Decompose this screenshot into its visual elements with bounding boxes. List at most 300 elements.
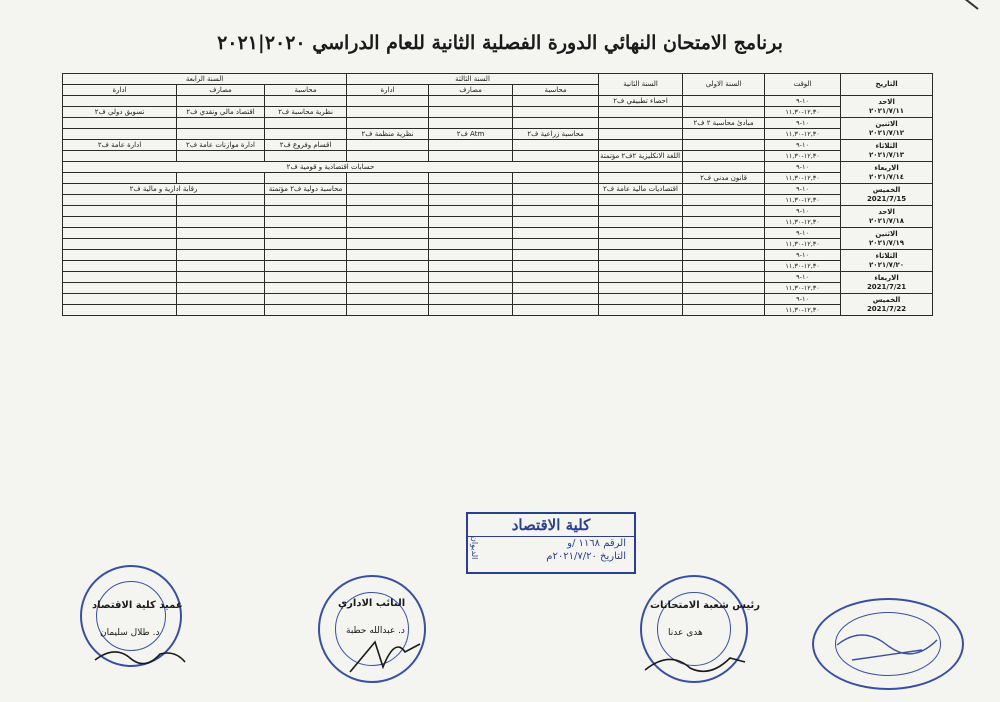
table-row — [63, 228, 933, 239]
cell — [429, 283, 513, 294]
header-year3-cell — [347, 74, 599, 85]
cell — [347, 129, 429, 140]
course-y3-management: نظرية منظمة ف٢ — [361, 129, 414, 138]
time-slot: ١٠-٩ — [796, 250, 809, 259]
cell — [513, 96, 599, 107]
cell — [63, 118, 177, 129]
time-cell — [765, 129, 841, 140]
cell — [429, 140, 513, 151]
cell — [265, 85, 347, 96]
date-cell — [841, 118, 933, 140]
cell — [347, 261, 429, 272]
cell — [63, 85, 177, 96]
table-row — [63, 195, 933, 206]
day-name: الاحد — [878, 207, 895, 216]
cell — [429, 239, 513, 250]
header-year2: السنة الثانية — [623, 80, 658, 88]
cell — [599, 283, 683, 294]
cell — [513, 118, 599, 129]
stamp-number-line — [468, 537, 634, 550]
table-row — [63, 129, 933, 140]
date-cell — [841, 294, 933, 316]
cell — [429, 107, 513, 118]
cell — [429, 195, 513, 206]
cell — [265, 118, 347, 129]
cell — [63, 283, 177, 294]
course-y4-banking: ادارة موازنات عامة ف٢ — [186, 140, 255, 149]
cell — [177, 228, 265, 239]
time-cell — [765, 294, 841, 305]
cell — [265, 305, 347, 316]
cell — [513, 195, 599, 206]
cell — [63, 294, 177, 305]
cell — [599, 118, 683, 129]
cell — [177, 96, 265, 107]
cell — [347, 239, 429, 250]
day-name: الاحد — [878, 97, 895, 106]
table-row — [63, 261, 933, 272]
exam-schedule-table — [62, 73, 933, 316]
cell — [513, 250, 599, 261]
table-row — [63, 162, 933, 173]
cell — [347, 195, 429, 206]
cell — [177, 206, 265, 217]
day-date: ٢٠٢١/٧/١٢ — [869, 128, 905, 137]
cell — [63, 140, 177, 151]
date-cell — [841, 162, 933, 184]
cell — [683, 239, 765, 250]
cell — [429, 118, 513, 129]
admin-title: النائب الاداري — [338, 598, 406, 609]
cell — [63, 195, 177, 206]
stamp-number-label: الرقم — [603, 538, 626, 549]
cell — [513, 294, 599, 305]
cell — [347, 96, 429, 107]
cell — [63, 272, 177, 283]
date-cell — [841, 184, 933, 206]
header-y3-banking: مصارف — [459, 85, 482, 94]
date-cell — [841, 140, 933, 162]
table-row — [63, 272, 933, 283]
cell — [265, 206, 347, 217]
cell — [177, 107, 265, 118]
course-year2: اللغة الانكليزية ٢ف٢ مؤتمتة — [600, 151, 681, 160]
cell — [599, 96, 683, 107]
cell — [265, 184, 347, 195]
cell — [347, 206, 429, 217]
cell — [63, 96, 177, 107]
time-slot: ١٢,٣٠-١١,٣٠ — [785, 239, 820, 248]
cell — [265, 261, 347, 272]
header-year4-cell — [63, 74, 347, 85]
time-cell — [765, 272, 841, 283]
header-year3: السنة الثالثة — [455, 74, 490, 83]
cell — [513, 129, 599, 140]
time-cell — [765, 184, 841, 195]
cell — [265, 140, 347, 151]
cell — [63, 162, 599, 173]
time-cell — [765, 206, 841, 217]
cell — [177, 305, 265, 316]
cell — [513, 283, 599, 294]
admin-name: د. عبدالله حطبة — [346, 626, 405, 636]
course-y4-accounting: محاسبة دولية ف٢ مؤتمتة — [268, 184, 343, 193]
cell — [429, 261, 513, 272]
cell — [347, 305, 429, 316]
cell — [63, 228, 177, 239]
course-year1: قانون مدني ف٢ — [700, 173, 747, 182]
cell — [63, 261, 177, 272]
day-date: ٢٠٢١/٧/١٣ — [869, 150, 905, 159]
cell — [513, 85, 599, 96]
header-y4-banking: مصارف — [209, 85, 232, 94]
time-cell — [765, 173, 841, 184]
time-slot: ١٢,٣٠-١١,٣٠ — [785, 107, 820, 116]
cell — [177, 250, 265, 261]
cell — [429, 217, 513, 228]
day-date: ٢٠٢١/٧/١٤ — [869, 172, 905, 181]
table-row — [63, 107, 933, 118]
cell — [347, 250, 429, 261]
table-row — [63, 96, 933, 107]
cell — [177, 118, 265, 129]
cell — [599, 261, 683, 272]
time-slot: ١٢,٣٠-١١,٣٠ — [785, 195, 820, 204]
cell — [347, 184, 429, 195]
header-year1: السنة الاولى — [705, 80, 742, 88]
cell — [599, 272, 683, 283]
cell — [177, 129, 265, 140]
cell — [513, 239, 599, 250]
cell — [265, 96, 347, 107]
cell — [429, 184, 513, 195]
cell — [177, 140, 265, 151]
header-y3-accounting: محاسبة — [544, 85, 567, 94]
time-slot: ١٠-٩ — [796, 96, 809, 105]
cell — [63, 217, 177, 228]
cell — [429, 96, 513, 107]
cell — [177, 151, 265, 162]
course-y4-banking: اقتصاد مالي ونقدي ف٢ — [186, 107, 255, 116]
day-date: ٢٠٢١/٧/١٨ — [869, 216, 905, 225]
header-date-cell — [841, 74, 933, 96]
cell — [513, 261, 599, 272]
cell — [177, 195, 265, 206]
cell — [513, 228, 599, 239]
date-cell — [841, 272, 933, 294]
cell — [63, 107, 177, 118]
day-name: الاربعاء — [874, 273, 899, 282]
course-y3-banking: Atm ف٢ — [456, 129, 485, 138]
cell — [429, 173, 513, 184]
cell — [429, 129, 513, 140]
day-date: ٢٠٢١/٧/١١ — [869, 106, 905, 115]
cell — [347, 118, 429, 129]
header-time: الوقت — [793, 80, 812, 88]
time-cell — [765, 305, 841, 316]
date-cell — [841, 228, 933, 250]
dean-title: عميد كلية الاقتصاد — [92, 600, 183, 611]
pen-mark — [938, 0, 979, 10]
cell — [347, 217, 429, 228]
schedule-body — [63, 74, 933, 316]
time-slot: ١٠-٩ — [796, 228, 809, 237]
cell — [265, 195, 347, 206]
header-y4-management: ادارة — [112, 85, 127, 94]
cell — [683, 151, 765, 162]
time-cell — [765, 283, 841, 294]
table-row — [63, 294, 933, 305]
day-name: الاربعاء — [874, 163, 899, 172]
cell — [347, 151, 429, 162]
cell — [347, 272, 429, 283]
cell — [429, 228, 513, 239]
cell — [599, 195, 683, 206]
cell — [63, 250, 177, 261]
time-slot: ١٠-٩ — [796, 118, 809, 127]
cell — [683, 173, 765, 184]
time-slot: ١٠-٩ — [796, 206, 809, 215]
cell — [599, 239, 683, 250]
cell — [347, 283, 429, 294]
cell — [265, 272, 347, 283]
course-y4-management: ادارة عامة ف٢ — [97, 140, 142, 149]
time-cell — [765, 151, 841, 162]
cell — [683, 283, 765, 294]
time-slot: ١٠-٩ — [796, 162, 809, 171]
cell — [683, 184, 765, 195]
cell — [599, 228, 683, 239]
cell — [683, 250, 765, 261]
header-y4-accounting: محاسبة — [294, 85, 317, 94]
table-row — [63, 151, 933, 162]
cell — [429, 250, 513, 261]
cell — [265, 250, 347, 261]
dean-name: د. طلال سليمان — [100, 628, 160, 638]
cell — [683, 305, 765, 316]
date-cell — [841, 250, 933, 272]
time-cell — [765, 217, 841, 228]
time-slot: ١٢,٣٠-١١,٣٠ — [785, 217, 820, 226]
cell — [513, 305, 599, 316]
cell — [265, 239, 347, 250]
admin-signature — [345, 632, 425, 677]
table-row — [63, 217, 933, 228]
cell — [683, 272, 765, 283]
time-cell — [765, 239, 841, 250]
day-name: الخميس — [872, 295, 901, 304]
course-merged: حسابات اقتصادية و قومية ف٢ — [286, 162, 375, 171]
stamp-college: كلية الاقتصاد — [468, 514, 634, 537]
course-y4-management: تسويق دولي ف٢ — [94, 107, 145, 116]
cell — [683, 294, 765, 305]
cell — [177, 85, 265, 96]
course-y4-accounting: اقسام وفروع ف٢ — [279, 140, 332, 149]
time-slot: ١٠-٩ — [796, 184, 809, 193]
course-y3-accounting: محاسبة زراعية ف٢ — [527, 129, 584, 138]
table-row — [63, 305, 933, 316]
cell — [683, 96, 765, 107]
time-slot: ١٢,٣٠-١١,٣٠ — [785, 305, 820, 314]
cell — [177, 272, 265, 283]
cell — [177, 217, 265, 228]
cell — [513, 206, 599, 217]
time-slot: ١٠-٩ — [796, 272, 809, 281]
day-name: الثلاثاء — [875, 141, 898, 150]
time-cell — [765, 140, 841, 151]
cell — [63, 184, 265, 195]
cell — [347, 228, 429, 239]
cell — [177, 173, 265, 184]
cell — [177, 239, 265, 250]
cell — [683, 217, 765, 228]
time-cell — [765, 250, 841, 261]
stamp-date-label: التاريخ — [600, 551, 626, 562]
cell — [599, 151, 683, 162]
header-row-1 — [63, 74, 933, 85]
cell — [599, 217, 683, 228]
cell — [513, 140, 599, 151]
table-row — [63, 140, 933, 151]
table-row — [63, 184, 933, 195]
time-cell — [765, 261, 841, 272]
cell — [599, 162, 683, 173]
cell — [683, 129, 765, 140]
page-title: برنامج الامتحان النهائي الدورة الفصلية الثانية للعام الدراسي ٢٠٢٠|٢٠٢١ — [217, 32, 783, 54]
time-slot: ١٢,٣٠-١١,٣٠ — [785, 129, 820, 138]
day-name: الاثنين — [875, 119, 898, 128]
course-year2: احصاء تطبيقي ف٢ — [613, 96, 668, 105]
cell — [429, 151, 513, 162]
cell — [683, 118, 765, 129]
cell — [683, 206, 765, 217]
time-slot: ١٢,٣٠-١١,٣٠ — [785, 261, 820, 270]
exams-signature — [640, 640, 750, 680]
time-cell — [765, 162, 841, 173]
day-date: 2021/7/15 — [866, 194, 907, 203]
time-slot: ١٠-٩ — [796, 140, 809, 149]
day-name: الخميس — [872, 185, 901, 194]
day-date: ٢٠٢١/٧/٢٠ — [869, 260, 905, 269]
cell — [599, 184, 683, 195]
cell — [265, 129, 347, 140]
office-signature — [832, 620, 942, 670]
cell — [63, 151, 177, 162]
cell — [599, 250, 683, 261]
day-date: 2021/7/22 — [866, 304, 907, 313]
stamp-number: ١١٦٨ /و — [567, 538, 601, 549]
time-cell — [765, 118, 841, 129]
course-y4-banking-management: رقابة ادارية و مالية ف٢ — [129, 184, 198, 193]
cell — [63, 305, 177, 316]
cell — [429, 206, 513, 217]
stamp-side: الديوان — [470, 536, 479, 560]
cell — [265, 173, 347, 184]
date-cell — [841, 96, 933, 118]
header-time-cell — [765, 74, 841, 96]
course-year2: اقتصاديات مالية عامة ف٢ — [603, 184, 678, 193]
time-cell — [765, 195, 841, 206]
cell — [599, 294, 683, 305]
cell — [265, 107, 347, 118]
header-year2-cell — [599, 74, 683, 96]
time-cell — [765, 228, 841, 239]
cell — [599, 206, 683, 217]
cell — [347, 294, 429, 305]
cell — [63, 173, 177, 184]
table-row — [63, 283, 933, 294]
cell — [347, 107, 429, 118]
table-row — [63, 173, 933, 184]
header-y3-management: ادارة — [380, 85, 395, 94]
stamp-date: ٢٠٢١/٧/٢٠م — [546, 551, 597, 562]
cell — [63, 239, 177, 250]
cell — [265, 151, 347, 162]
header-year1-cell — [683, 74, 765, 96]
college-stamp — [466, 512, 636, 574]
cell — [513, 107, 599, 118]
dean-signature — [90, 640, 190, 670]
table-row — [63, 206, 933, 217]
exams-title: رئيس شعبة الامتحانات — [650, 600, 760, 611]
cell — [63, 129, 177, 140]
cell — [347, 140, 429, 151]
cell — [599, 129, 683, 140]
cell — [683, 162, 765, 173]
day-name: الاثنين — [875, 229, 898, 238]
time-slot: ١٢,٣٠-١١,٣٠ — [785, 173, 820, 182]
cell — [599, 140, 683, 151]
header-date: التاريخ — [875, 80, 898, 88]
cell — [683, 140, 765, 151]
cell — [177, 261, 265, 272]
time-cell — [765, 96, 841, 107]
cell — [63, 206, 177, 217]
time-cell — [765, 107, 841, 118]
cell — [177, 283, 265, 294]
cell — [683, 261, 765, 272]
cell — [265, 228, 347, 239]
table-row — [63, 118, 933, 129]
cell — [513, 184, 599, 195]
time-slot: ١٢,٣٠-١١,٣٠ — [785, 151, 820, 160]
date-cell — [841, 206, 933, 228]
cell — [347, 85, 429, 96]
cell — [599, 107, 683, 118]
cell — [683, 107, 765, 118]
cell — [429, 85, 513, 96]
time-slot: ١٢,٣٠-١١,٣٠ — [785, 283, 820, 292]
course-y4-accounting: نظرية محاسبة ف٢ — [278, 107, 333, 116]
table-row — [63, 250, 933, 261]
cell — [683, 195, 765, 206]
cell — [599, 305, 683, 316]
cell — [429, 294, 513, 305]
cell — [683, 228, 765, 239]
cell — [265, 217, 347, 228]
course-year1: مبادئ محاسبة ٢ ف٢ — [693, 118, 754, 127]
day-name: الثلاثاء — [875, 251, 898, 260]
cell — [347, 173, 429, 184]
cell — [513, 217, 599, 228]
exams-name: هدى عدنا — [668, 628, 703, 638]
cell — [599, 173, 683, 184]
day-date: 2021/7/21 — [866, 282, 907, 291]
cell — [429, 305, 513, 316]
cell — [429, 272, 513, 283]
stamp-date-line — [468, 550, 634, 563]
cell — [265, 294, 347, 305]
